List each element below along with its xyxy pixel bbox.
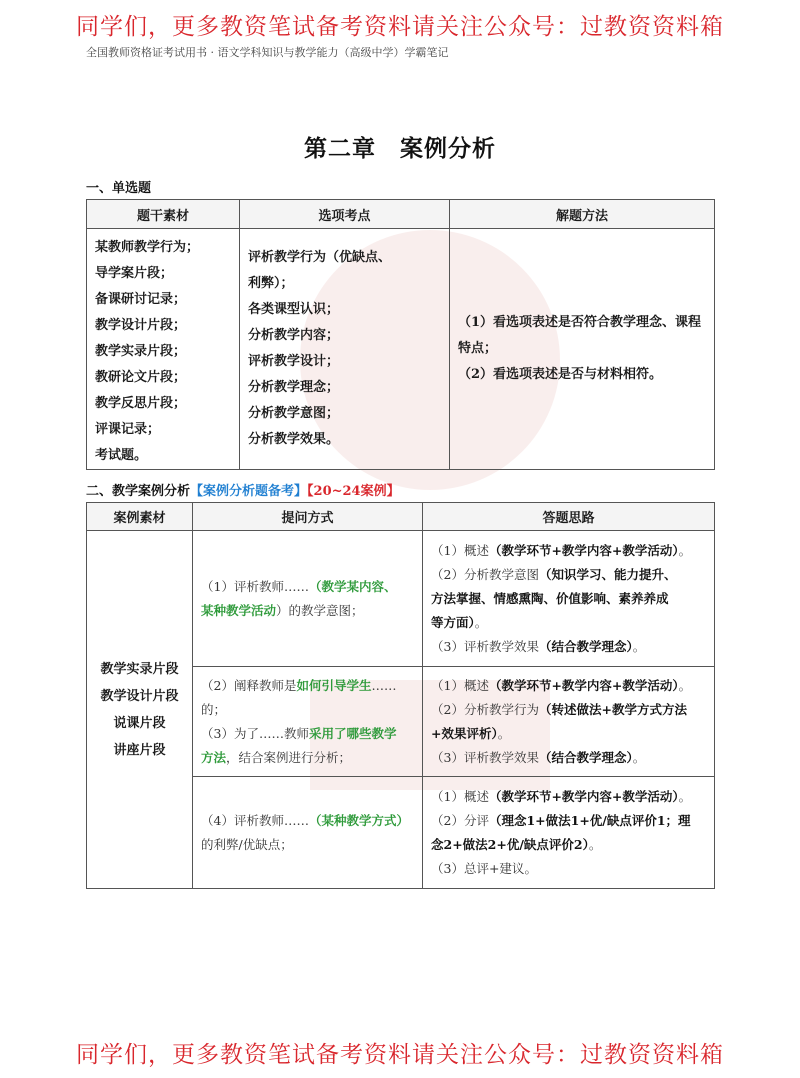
list-item: 评析教学设计；	[248, 354, 340, 369]
single-choice-table	[86, 199, 715, 470]
answer-line: （3）总评+建议。	[431, 860, 537, 876]
section2-heading-text: 二、教学案例分析	[86, 484, 191, 499]
question-highlight: 采用了哪些教学	[308, 725, 397, 741]
question-highlight: 如何引导学生	[296, 677, 372, 693]
list-item: 评课记录；	[95, 422, 161, 437]
question-text: ）的教学意图；	[276, 602, 364, 618]
promo-banner-top: 同学们，更多教资笔试备考资料请关注公众号：过教资资料箱	[76, 14, 724, 40]
book-subtitle: 全国教师资格证考试用书 · 语文学科知识与教学能力（高级中学）学霸笔记	[86, 46, 449, 59]
table-row	[87, 229, 715, 470]
list-item: 导学案片段；	[95, 266, 174, 281]
list-item: 分析教学意图；	[248, 406, 340, 421]
answer-line: （3）评析教学效果（结合教学理念）。	[431, 749, 646, 765]
answer-line: （2）分评（理念1+做法1+优/缺点评价1；理	[431, 812, 691, 828]
list-item: 教研论文片段；	[95, 370, 187, 385]
list-item: 分析教学内容；	[248, 328, 340, 343]
answer-line: （3）评析教学效果（结合教学理念）。	[431, 638, 646, 654]
table-header-row	[87, 200, 715, 229]
question-text: （4）评析教师……	[201, 812, 309, 828]
section2-heading	[86, 480, 400, 499]
question-highlight: （某种教学方式）	[308, 812, 409, 828]
list-item: 教学实录片段；	[95, 344, 187, 359]
materials-cell	[87, 229, 240, 470]
section2-tag-cases: 【20~24案例】	[307, 484, 400, 499]
list-item: 教学反思片段；	[95, 396, 187, 411]
list-item: 某教师教学行为；	[95, 240, 200, 255]
list-item: （2）看选项表述是否与材料相符。	[458, 367, 663, 382]
list-item: （1）看选项表述是否符合教学理念、课程	[458, 315, 702, 330]
case-material-item: 讲座片段	[113, 742, 166, 758]
header-question-type: 提问方式	[193, 503, 423, 531]
question-cell	[193, 531, 423, 667]
question-highlight: 方法	[201, 749, 227, 765]
list-item: 特点；	[458, 341, 498, 356]
case-material-item: 教学实录片段	[100, 661, 179, 677]
list-item: 分析教学理念；	[248, 380, 340, 395]
points-cell	[240, 229, 450, 470]
answer-cell	[423, 667, 715, 777]
chapter-title: 第二章 案例分析	[304, 135, 496, 162]
header-method: 解题方法	[450, 200, 715, 229]
section1-heading: 一、单选题	[86, 181, 152, 196]
case-analysis-table	[86, 502, 715, 889]
answer-cell	[423, 777, 715, 889]
case-material-item: 说课片段	[113, 715, 166, 731]
question-cell	[193, 667, 423, 777]
answer-line: +效果评析）。	[431, 725, 511, 741]
question-highlight: 某种教学活动	[201, 602, 277, 618]
section2-tag-prep: 【案例分析题备考】	[190, 484, 308, 499]
header-material: 题干素材	[87, 200, 240, 229]
list-item: 教学设计片段；	[95, 318, 187, 333]
list-item: 备课研讨记录；	[95, 292, 187, 307]
table-row	[87, 531, 715, 667]
answer-cell	[423, 531, 715, 667]
methods-cell	[450, 229, 715, 470]
answer-line: （1）概述（教学环节+教学内容+教学活动）。	[431, 788, 692, 804]
answer-line: 方法掌握、情感熏陶、价值影响、素养养成	[431, 590, 669, 606]
list-item: 利弊）；	[248, 276, 294, 291]
promo-banner-bottom: 同学们，更多教资笔试备考资料请关注公众号：过教资资料箱	[76, 1042, 724, 1068]
list-item: 分析教学效果。	[248, 432, 340, 447]
header-points: 选项考点	[240, 200, 450, 229]
question-text: （3）为了……教师	[201, 725, 309, 741]
answer-line: （1）概述（教学环节+教学内容+教学活动）。	[431, 677, 692, 693]
answer-line: （2）分析教学意图（知识学习、能力提升、	[431, 566, 677, 582]
question-cell	[193, 777, 423, 889]
header-case-material: 案例素材	[87, 503, 193, 531]
list-item: 评析教学行为（优缺点、	[248, 250, 392, 265]
list-item: 各类课型认识；	[248, 302, 340, 317]
case-materials-cell	[87, 531, 193, 889]
list-item: 考试题。	[95, 448, 148, 463]
table-header-row	[87, 503, 715, 531]
question-text: 的利弊/优缺点；	[201, 836, 293, 852]
answer-line: 等方面）。	[431, 614, 488, 630]
header-answer-approach: 答题思路	[423, 503, 715, 531]
answer-line: （2）分析教学行为（转述做法+教学方式方法	[431, 701, 687, 717]
question-text: ……的；	[201, 677, 397, 717]
case-material-item: 教学设计片段	[100, 688, 179, 704]
answer-line: （1）概述（教学环节+教学内容+教学活动）。	[431, 542, 692, 558]
question-highlight: （教学某内容、	[308, 578, 397, 594]
question-text: ，结合案例进行分析；	[226, 749, 352, 765]
answer-line: 念2+做法2+优/缺点评价2）。	[431, 836, 602, 852]
question-text: （2）阐释教师是	[201, 677, 297, 693]
question-text: （1）评析教师……	[201, 578, 309, 594]
